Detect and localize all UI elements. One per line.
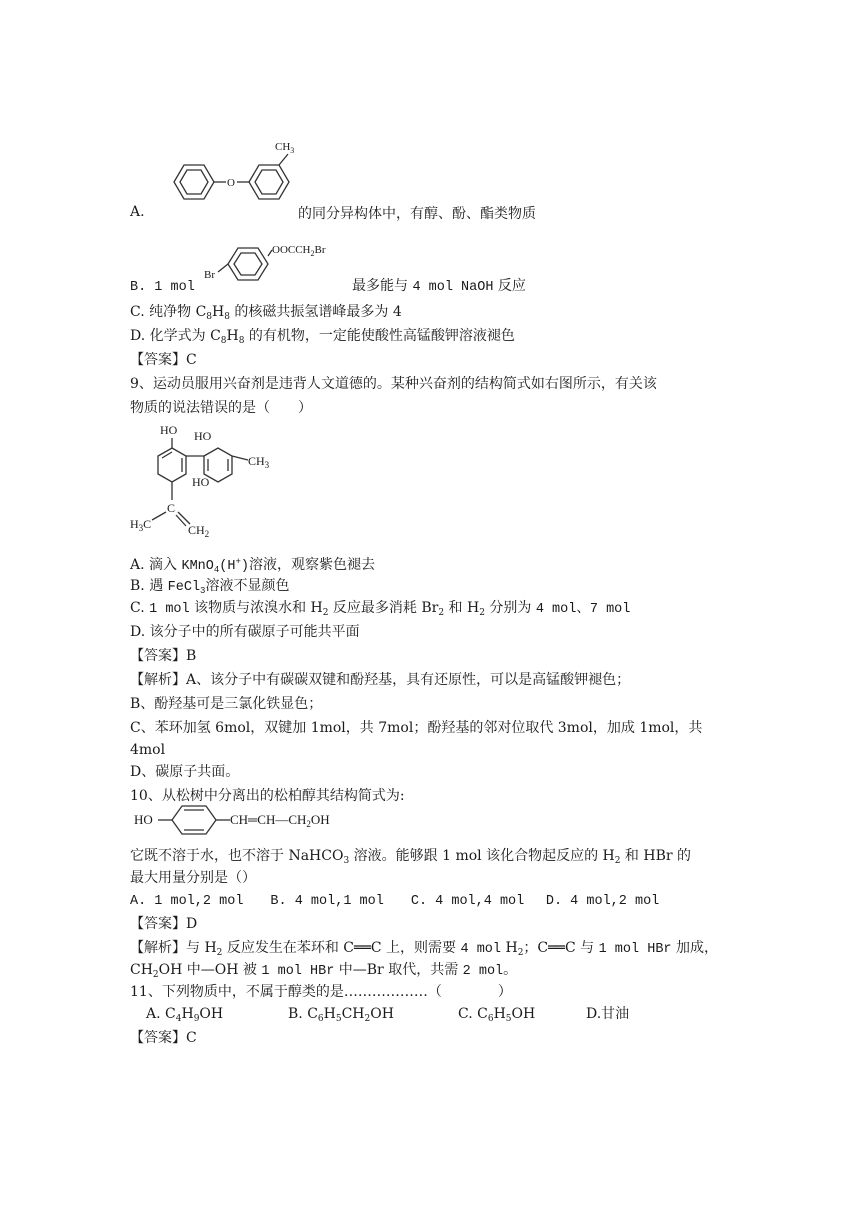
bromophenyl-ester-structure (200, 236, 350, 291)
svg-text:CH3: $CH_3$ (275, 141, 295, 155)
svg-text:HO: HO (160, 423, 178, 437)
q9-stem-line1: 9、运动员服用兴奋剂是违背人文道德的。某种兴奋剂的结构简式如右图所示，有关该 (130, 376, 657, 392)
svg-text:CH2: $CH_2$ (188, 523, 210, 539)
q11-option-a: A. $C_4H_9OH$ (146, 1006, 224, 1024)
coniferyl-alcohol-structure (134, 800, 394, 840)
svg-text:CH3: $CH_3$ (248, 454, 270, 470)
q9-explanation-1: 【解析】A、该分子中有碳碳双键和酚羟基，具有还原性，可以是高锰酸钾褪色； (130, 672, 631, 688)
q8-option-b-text: 最多能与 4 mol NaOH 反应 (352, 278, 526, 295)
q8-option-b: B. 1 mol (130, 280, 195, 295)
svg-text:C: C (167, 501, 176, 515)
q9-explanation-4: 4mol (130, 742, 166, 758)
q9-option-c: C. 1 mol 该物质与浓溴水和 $H_2$ 反应最多消耗 $Br_2$ 和 $H_2$ 分别为 4 mol、7 mol (130, 600, 631, 618)
q9-option-a: A. 滴入 KMnO$_4$(H+)溶液，观察紫色褪去 (130, 557, 375, 575)
q11-stem: 11、下列物质中，不属于醇类的是………………（ ） (130, 984, 512, 1000)
q10-stem-line2: 它既不溶于水，也不溶于 NaHCO$_3$ 溶液。能够跟 1 mol 该化合物起反应的 $H_2$ 和 HBr 的 (130, 848, 692, 866)
svg-text:O: O (227, 177, 235, 189)
diphenyl-ether-structure (160, 141, 310, 212)
q8-option-a-text: 的同分异构体中，有醇、酚、酯类物质 (298, 206, 536, 222)
svg-text:H3C: $H_3C$ (130, 517, 152, 533)
q9-explanation-5: D、碳原子共面。 (130, 764, 240, 780)
q8-answer: 【答案】C (130, 352, 197, 368)
q11-answer: 【答案】C (130, 1030, 197, 1046)
q9-explanation-2: B、酚羟基可是三氯化铁显色； (130, 696, 323, 712)
q11-option-d: D.甘油 (586, 1006, 630, 1022)
q9-answer: 【答案】B (130, 648, 197, 664)
q10-answer: 【答案】D (130, 916, 198, 932)
svg-text:OOCCH2Br: $OOCCH_2Br$ (272, 244, 326, 258)
q9-option-d: D. 该分子中的所有碳原子可能共平面 (130, 624, 360, 640)
svg-text:HO: HO (194, 429, 212, 443)
q8-option-c: C. 纯净物 $C_8H_8$ 的核磁共振氢谱峰最多为 4 (130, 304, 402, 322)
q11-option-b: B. $C_6H_5CH_2OH$ (288, 1006, 394, 1024)
q9-explanation-3: C、苯环加氢 6mol，双键加 1mol，共 7mol；酚羟基的邻对位取代 3mol，加成 1mol，共 (130, 720, 703, 736)
svg-text:HO: HO (192, 475, 210, 489)
q11-option-c: C. $C_6H_5OH$ (458, 1006, 536, 1024)
q10-stem-line1: 10、从松树中分离出的松柏醇其结构简式为: (130, 788, 405, 804)
q10-explanation-2: $CH_2OH$ 中—OH 被 1 mol HBr 中—Br 取代，共需 2 mol。 (130, 962, 518, 980)
svg-text:HO: HO (134, 812, 153, 827)
q9-stem-line2: 物质的说法错误的是（ ） (130, 400, 312, 416)
q10-explanation-1: 【解析】与 $H_2$ 反应发生在苯环和 C══C 上，则需要 4 mol $H_2$；C══C 与 1 mol HBr 加成， (130, 940, 718, 958)
q8-option-a: A. (130, 204, 145, 220)
q10-stem-line3: 最大用量分别是（） (130, 870, 256, 886)
q8-option-d: D. 化学式为 $C_8H_8$ 的有机物，一定能使酸性高锰酸钾溶液褪色 (130, 328, 515, 346)
q10-options: A. 1 mol,2 mol B. 4 mol,1 mol C. 4 mol,4 mol D. 4 mol,2 mol (130, 894, 660, 909)
q9-option-b: B. 遇 FeCl$_3$溶液不显颜色 (130, 578, 290, 596)
svg-text:CH═CH—CH2OH: $CH═CH—CH_2OH$ (230, 812, 330, 829)
svg-text:Br: Br (204, 269, 215, 281)
stimulant-structure (130, 420, 310, 540)
